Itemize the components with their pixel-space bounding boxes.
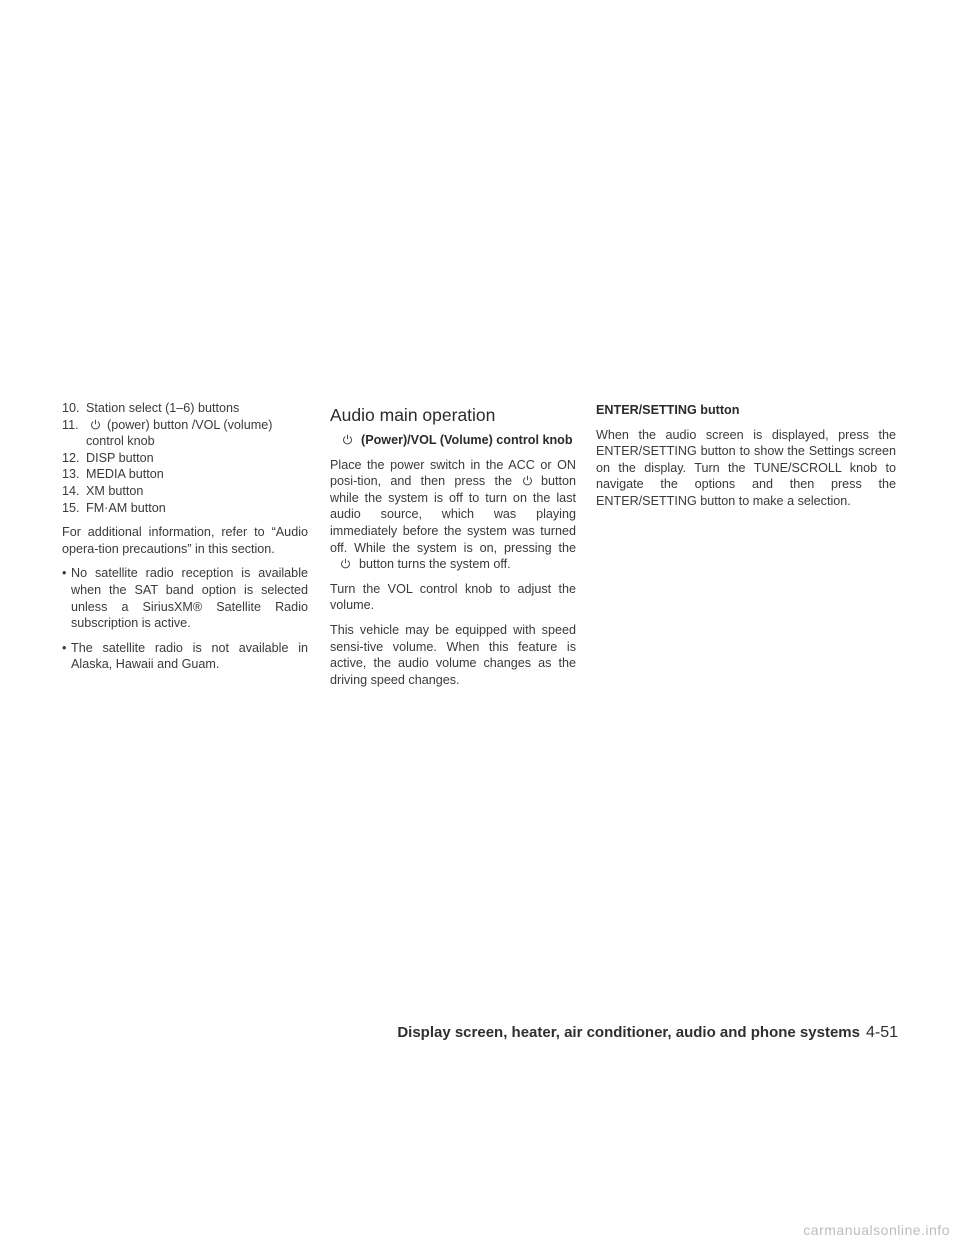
left-column	[62, 400, 308, 681]
bullet-item: • No satellite radio reception is available when the SAT band option is selected unless a SiriusXM® Satellite Radio subscription is active.	[62, 566, 308, 631]
list-item: 15. FM·AM button	[62, 500, 166, 515]
list-item: 13. MEDIA button	[62, 467, 164, 482]
section-title: Audio main operation	[330, 405, 496, 425]
right-column	[596, 400, 896, 518]
bullet-item: • The satellite radio is not available in Alaska, Hawaii and Guam.	[62, 640, 308, 672]
subsection-title: ENTER/SETTING button	[596, 403, 740, 417]
button-list	[62, 400, 308, 516]
speed-volume-paragraph: This vehicle may be equipped with speed sensi-tive volume. When this feature is active, the audio volume changes as the driving speed changes.	[330, 622, 576, 687]
list-item: 10. Station select (1–6) buttons	[62, 401, 240, 415]
middle-column	[330, 400, 576, 696]
power-icon	[340, 558, 351, 569]
info-paragraph: For additional information, refer to “Audio opera-tion precautions” in this section.	[62, 525, 308, 556]
power-icon	[522, 475, 533, 486]
list-item: 14. XM button	[62, 483, 144, 498]
page-footer	[300, 1024, 898, 1042]
power-icon	[342, 434, 353, 445]
power-paragraph: Place the power switch in the ACC or ON posi-tion, and then press the button while the system is off to turn on the last audio source, which was playing immediately before the system was turned off. While the system is on, pressing the button turns the system off.	[330, 457, 576, 572]
power-icon	[90, 419, 101, 430]
watermark: carmanualsonline.info	[803, 1222, 950, 1238]
chapter-title: Display screen, heater, air conditioner, audio and phone systems	[397, 1024, 860, 1041]
enter-setting-paragraph: When the audio screen is displayed, press the ENTER/SETTING button to show the Settings screen on the display. Turn the TUNE/SCROLL knob to navigate the options and then press the ENTER/SETTING button to make a selection.	[596, 427, 896, 508]
volume-paragraph: Turn the VOL control knob to adjust the volume.	[330, 581, 576, 613]
subsection-title: (Power)/VOL (Volume) control knob	[330, 432, 576, 449]
page-number: 4-51	[865, 1024, 898, 1041]
list-item: 12. DISP button	[62, 450, 154, 465]
list-item: 11. (power) button /VOL (volume) control knob	[62, 417, 273, 449]
